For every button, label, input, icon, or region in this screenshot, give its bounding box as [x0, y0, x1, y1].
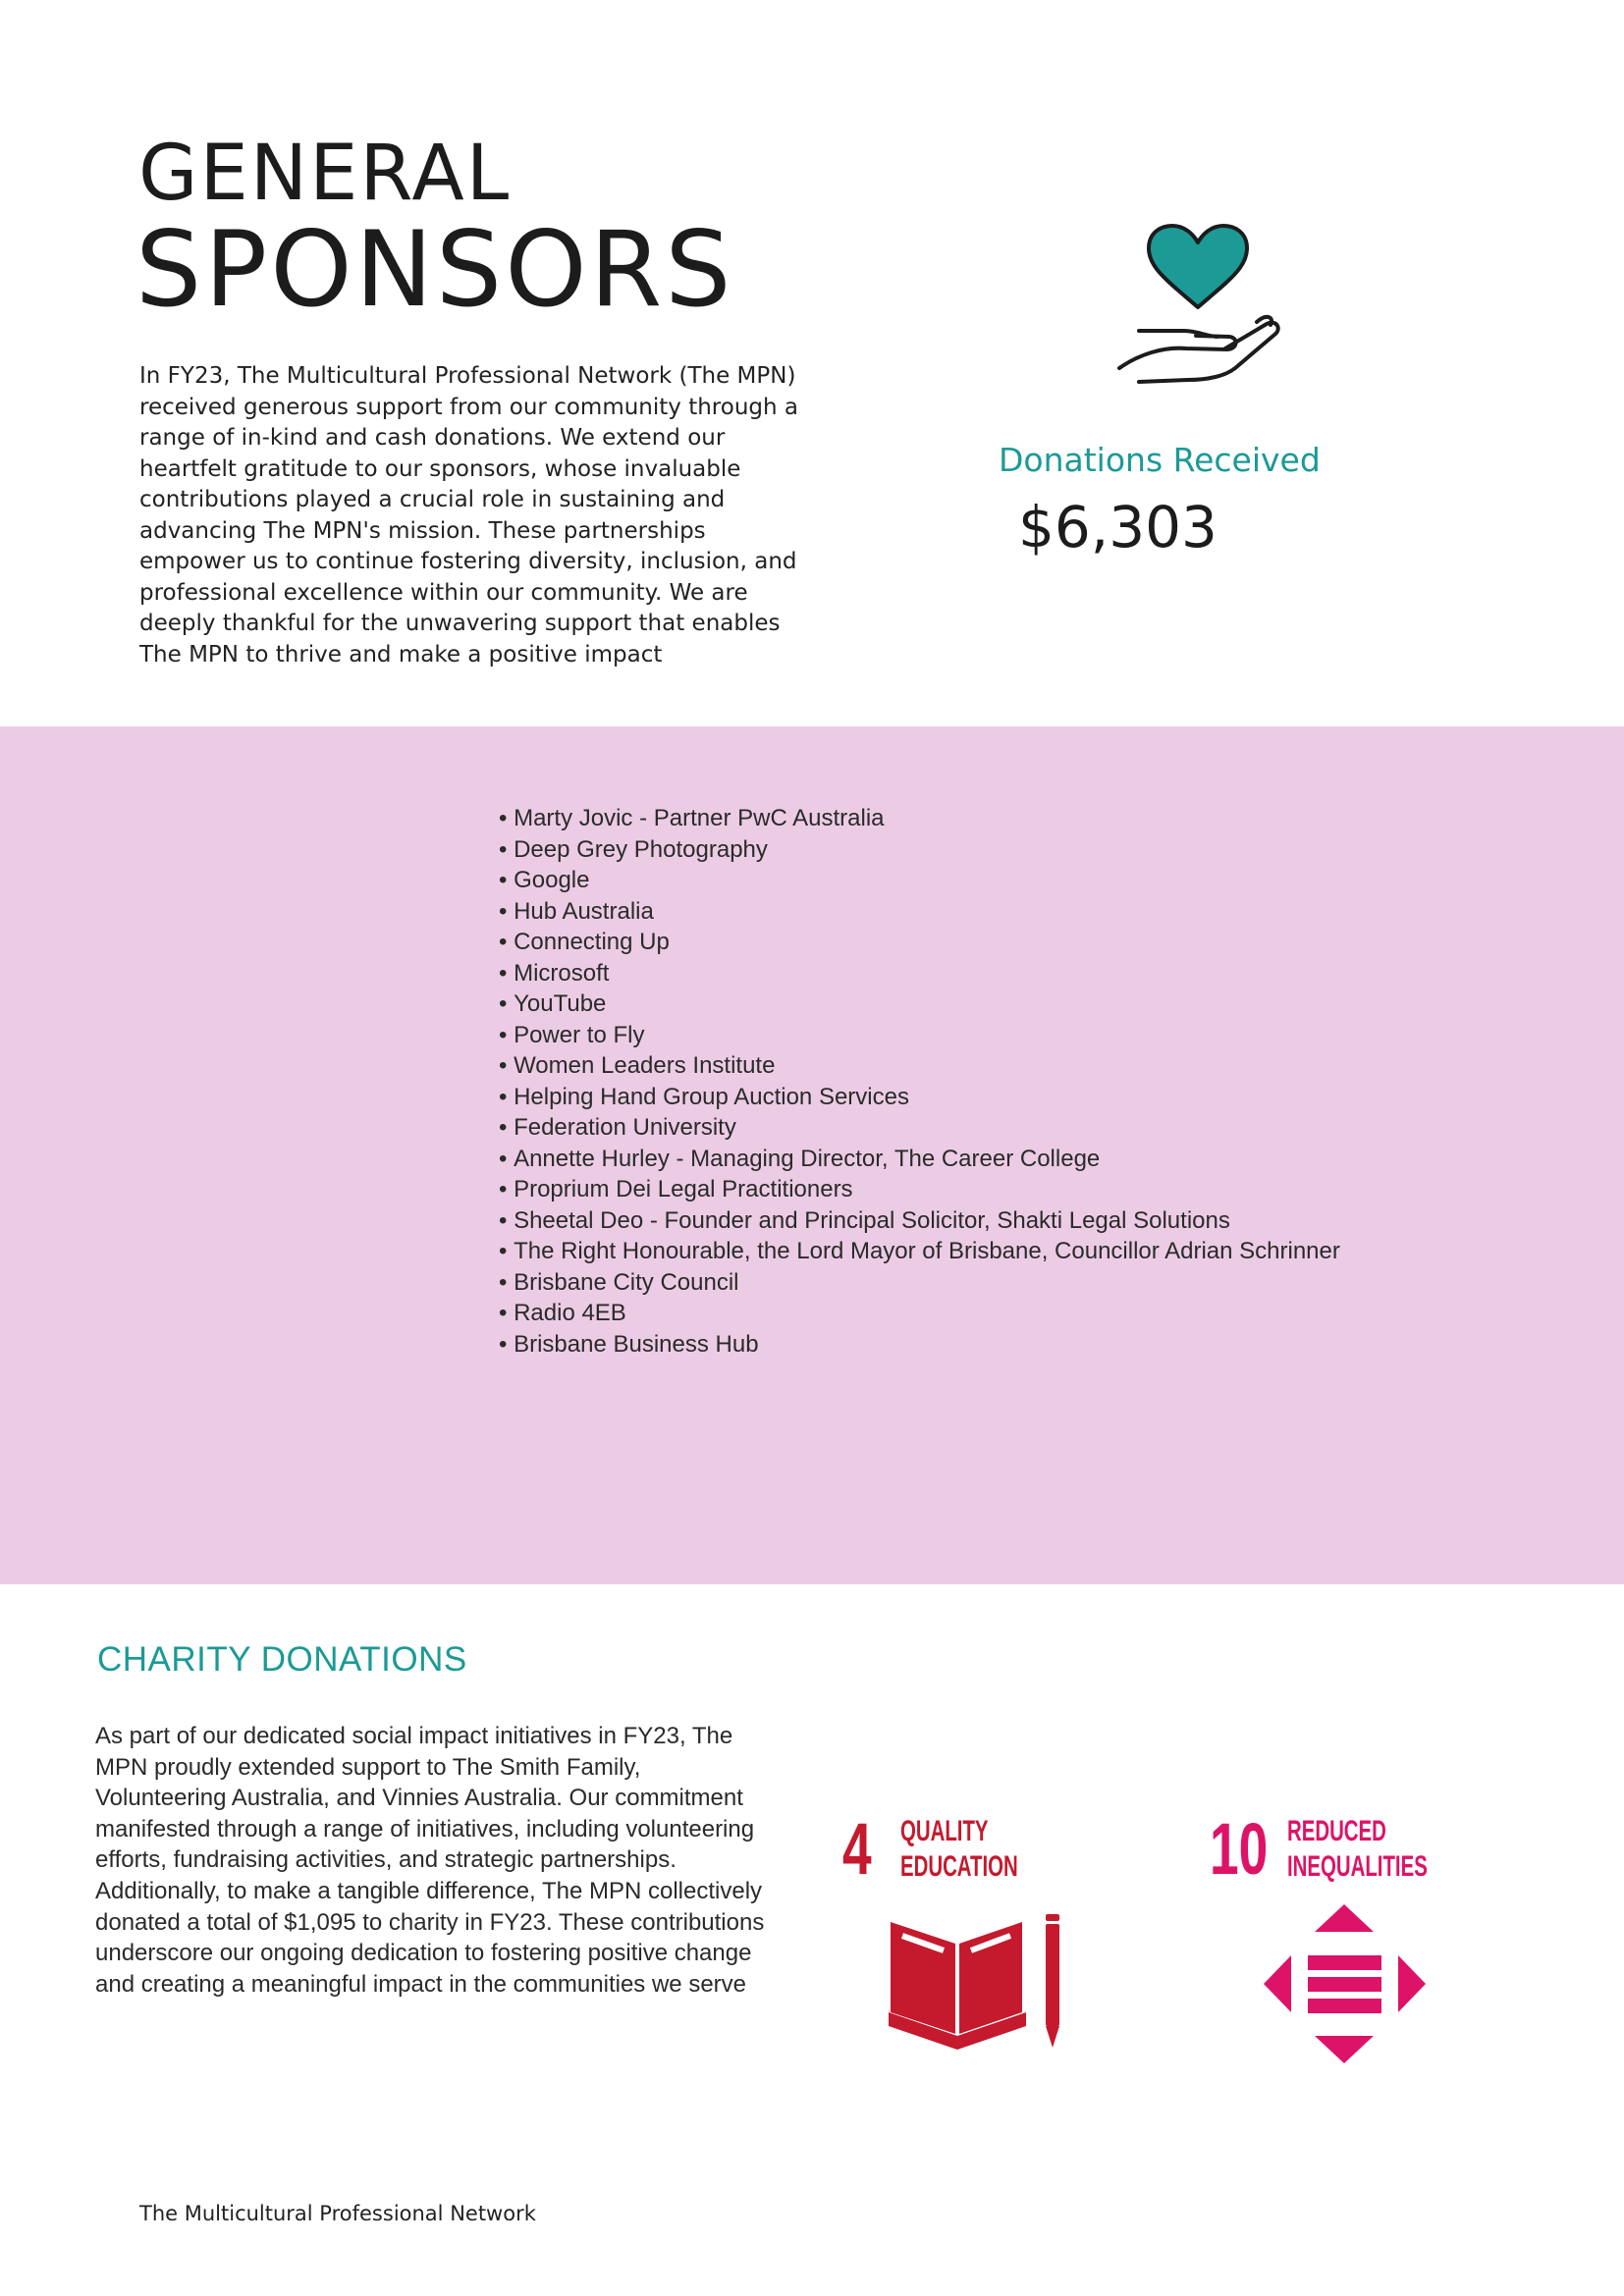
- equality-arrows-icon: [1264, 1904, 1426, 2063]
- page-title-line2: SPONSORS: [135, 209, 734, 330]
- intro-paragraph: In FY23, The Multicultural Professional Network (The MPN) received generous support from our community through a range of in-kind and cash donations. We extend our heartfelt gratitude to our sponsors, whose invaluable contributions played a crucial role in sustaining and advancing The MPN's mission. These partnerships empower us to continue fostering diversity, inclusion, and professional excellence within our community. We are deeply thankful for the unwavering support that enables The MPN to thrive and make a positive impact: [139, 363, 798, 667]
- sponsor-item: • Connecting Up: [499, 927, 1340, 958]
- sdg4-title-line2: EDUCATION: [900, 1850, 1018, 1883]
- sponsor-item: • Deep Grey Photography: [499, 834, 1340, 866]
- sponsor-item: • Hub Australia: [499, 896, 1340, 928]
- sponsor-item: • YouTube: [499, 988, 1340, 1020]
- sponsor-item: • The Right Honourable, the Lord Mayor of Brisbane, Councillor Adrian Schrinner: [499, 1236, 1340, 1267]
- sponsor-item: • Proprium Dei Legal Practitioners: [499, 1174, 1340, 1205]
- charity-heading: CHARITY DONATIONS: [97, 1640, 467, 1679]
- sponsor-item: • Marty Jovic - Partner PwC Australia: [499, 803, 1340, 834]
- sponsor-item: • Sheetal Deo - Founder and Principal Solicitor, Shakti Legal Solutions: [499, 1205, 1340, 1237]
- sdg4-title-line1: QUALITY: [900, 1815, 989, 1847]
- sdg10-number: 10: [1210, 1808, 1269, 1890]
- heart-in-hand-icon: [1110, 221, 1286, 388]
- sponsor-item: • Helping Hand Group Auction Services: [499, 1082, 1340, 1113]
- sponsor-item: • Radio 4EB: [499, 1298, 1340, 1329]
- sponsor-item: • Federation University: [499, 1112, 1340, 1144]
- sponsor-list: [499, 803, 1340, 1360]
- donations-label: Donations Received: [999, 441, 1321, 479]
- donations-value: $6,303: [1018, 494, 1218, 561]
- sponsor-item: • Microsoft: [499, 958, 1340, 989]
- charity-paragraph: As part of our dedicated social impact initiatives in FY23, The MPN proudly extended support to The Smith Family, Volunteering Australia, and Vinnies Australia. Our commitment manifested through a range of initiatives, including volunteering efforts, fundraising activities, and strategic partnerships. Additionally, to make a tangible difference, The MPN collectively donated a total of $1,095 to charity in FY23. These contributions underscore our ongoing dedication to fostering positive change and creating a meaningful impact in the communities we serve: [95, 1723, 765, 1998]
- open-book-pencil-icon: [889, 1914, 1065, 2052]
- sponsor-item: • Brisbane City Council: [499, 1267, 1340, 1299]
- sdg10-title-line1: REDUCED: [1287, 1815, 1386, 1847]
- sponsor-item: • Women Leaders Institute: [499, 1050, 1340, 1082]
- sponsor-item: • Power to Fly: [499, 1020, 1340, 1051]
- sponsor-item: • Annette Hurley - Managing Director, The Career College: [499, 1144, 1340, 1175]
- footer-org-name: The Multicultural Professional Network: [139, 2202, 536, 2225]
- sponsor-item: • Google: [499, 865, 1340, 896]
- page-title-line1: GENERAL: [138, 130, 512, 218]
- sponsor-item: • Brisbane Business Hub: [499, 1329, 1340, 1361]
- sdg10-title-line2: INEQUALITIES: [1287, 1850, 1428, 1883]
- sdg4-number: 4: [842, 1808, 872, 1890]
